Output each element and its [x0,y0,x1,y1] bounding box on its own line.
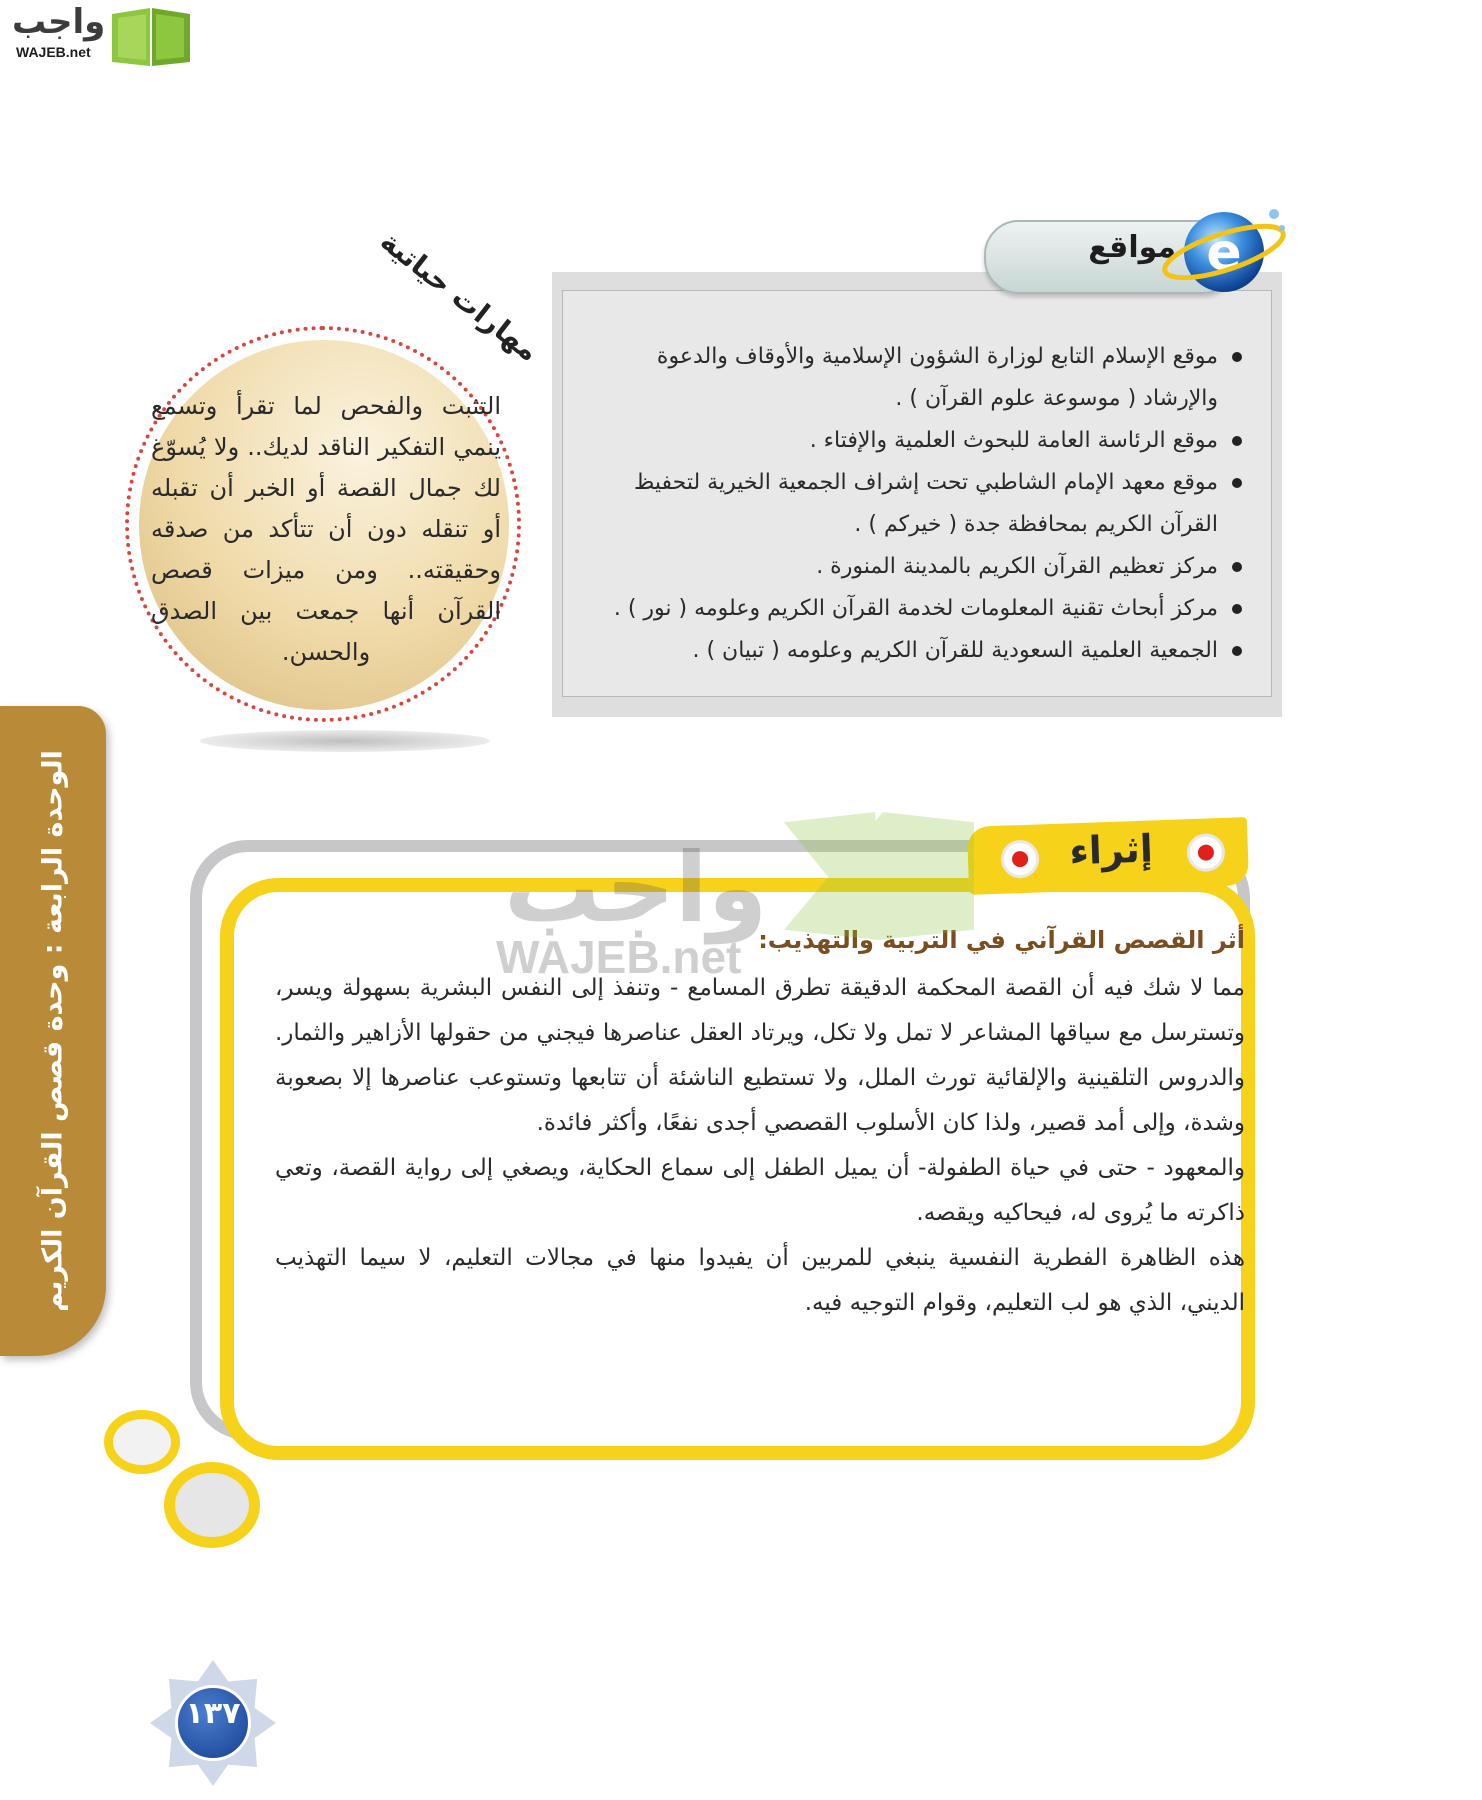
list-item: موقع الرئاسة العامة للبحوث العلمية والإفتاء . [602,420,1242,462]
unit-title: الوحدة الرابعة : وحدة قصص القرآن الكريم [37,750,69,1312]
websites-box [552,272,1282,717]
list-item: موقع الإسلام التابع لوزارة الشؤون الإسلامية والأوقاف والدعوة والإرشاد ( موسوعة علوم القرآن ) . [602,336,1242,420]
list-item: موقع معهد الإمام الشاطبي تحت إشراف الجمعية الخيرية لتحفيظ القرآن الكريم بمحافظة جدة ( خيركم ) . [602,462,1242,546]
life-skills-text: التثبت والفحص لما تقرأ وتسمع ينمي التفكير الناقد لديك.. ولا يُسوّغ لك جمال القصة أو الخبر أن تقبله أو تنقله دون أن تتأكد من صدقه وحقيقته.. ومن ميزات قصص القرآن أنها جمعت بين الصدق والحسن. [151,392,501,666]
bullet-icon [1232,562,1242,572]
unit-side-tab [0,706,106,1356]
enrichment-paragraph: مما لا شك فيه أن القصة المحكمة الدقيقة تطرق المسامع - وتنفذ إلى النفس البشرية بسهولة ويسر، وتسترسل مع سياقها المشاعر لا تمل ولا تكل، ويرتاد العقل عناصرها فيجني من حقولها الأزاهير والثمار. والدروس التلقينية والإلقائية تورث الملل، ولا تستطيع الناشئة أن تتابعها وتستوعب عناصرها إلا بصعوبة وشدة، وإلى أمد قصير، ولذا كان الأسلوب القصصي أجدى نفعًا، وأكثر فائدة. [275,975,1245,1136]
decorative-circle [164,1462,260,1548]
decorative-circle [104,1410,180,1474]
bullet-icon [1232,646,1242,656]
book-icon [110,4,192,70]
websites-header [984,220,1284,294]
websites-title: مواقع [1088,230,1176,265]
list-item: مركز تعظيم القرآن الكريم بالمدينة المنورة . [602,546,1242,588]
enrichment-label: إثراء [1068,826,1154,874]
bullet-icon [1232,478,1242,488]
websites-list [602,336,1242,672]
life-skills-title: مهارات حياتية [374,224,545,369]
bullet-icon [1232,604,1242,614]
wajeb-logo[interactable] [8,2,193,70]
bullet-icon [1232,352,1242,362]
logo-subtext: WAJEB.net [16,44,91,60]
internet-explorer-icon [1162,194,1292,304]
enrichment-paragraph: هذه الظاهرة الفطرية النفسية ينبغي للمربين أن يفيدوا منها في مجالات التعليم، لا سيما التهذيب الديني، الذي هو لب التعليم، وقوام التوجيه فيه. [275,1245,1245,1316]
enrichment-paragraph: والمعهود - حتى في حياة الطفولة- أن يميل الطفل إلى سماع الحكاية، ويصغي إلى رواية القصة، وتعي ذاكرته ما يُروى له، فيحاكيه ويقصه. [275,1155,1245,1226]
enrichment-heading: أثر القصص القرآني في التربية والتهذيب: [758,926,1245,954]
red-dot-icon [1189,836,1222,869]
life-skills-circle [125,224,545,740]
wajeb-watermark: واجب WAJEB.net [494,812,1054,972]
bullet-icon [1232,436,1242,446]
page-number: ١٣٧ [185,1696,241,1731]
logo-text: واجب [12,2,106,42]
book-icon [784,812,974,940]
list-item: مركز أبحاث تقنية المعلومات لخدمة القرآن الكريم وعلومه ( نور ) . [602,588,1242,630]
page-number-badge [150,1660,276,1786]
list-item: الجمعية العلمية السعودية للقرآن الكريم وعلومه ( تبيان ) . [602,630,1242,672]
svg-text:e: e [1206,223,1242,283]
